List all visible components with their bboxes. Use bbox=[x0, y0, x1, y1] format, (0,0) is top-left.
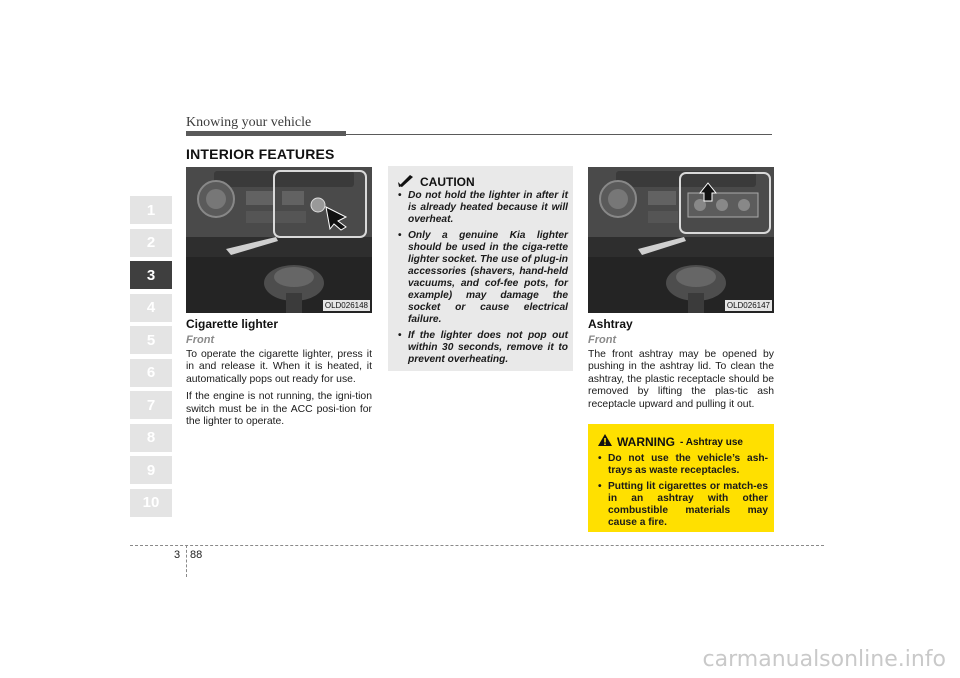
chapter-tab-4[interactable]: 4 bbox=[130, 294, 172, 322]
caution-list bbox=[398, 190, 568, 370]
chapter-tab-6[interactable]: 6 bbox=[130, 359, 172, 387]
watermark: carmanualsonline.info bbox=[702, 647, 946, 672]
caution-title: CAUTION bbox=[420, 175, 475, 189]
photo-code: OLD026147 bbox=[726, 301, 770, 310]
footer-rule bbox=[130, 545, 824, 546]
warning-list bbox=[598, 453, 768, 533]
footer-page-number: 88 bbox=[190, 549, 203, 561]
caution-item: • Do not hold the lighter in after it is already heated because it will overheat. bbox=[398, 190, 568, 226]
paragraph: To operate the cigarette lighter, press it in and release it. When it is heated, it automatically pops out ready for use. bbox=[186, 349, 372, 385]
chapter-tab-1[interactable]: 1 bbox=[130, 196, 172, 224]
warning-topic: - Ashtray use bbox=[680, 436, 743, 448]
footer-chapter-number: 3 bbox=[174, 549, 181, 561]
running-header: Knowing your vehicle bbox=[186, 115, 312, 130]
section-title: INTERIOR FEATURES bbox=[186, 146, 335, 162]
warning-item: • Do not use the vehicle’s ash-trays as waste receptacles. bbox=[598, 453, 768, 477]
chapter-tab-9[interactable]: 9 bbox=[130, 456, 172, 484]
header-rule-thin bbox=[346, 134, 772, 135]
ashtray-photo bbox=[588, 167, 774, 313]
photo-code: OLD026148 bbox=[324, 301, 368, 310]
cigarette-lighter-subheading: Front bbox=[186, 334, 215, 346]
ashtray-body: The front ashtray may be opened by pushing in the ashtray lid. To clean the ashtray, the plastic receptacle should be removed by lifting the plas-tic ash receptacle upward and pulling it out. bbox=[588, 349, 774, 410]
cigarette-lighter-photo bbox=[186, 167, 372, 313]
chapter-tabs bbox=[130, 196, 172, 521]
warning-item: • Putting lit cigarettes or match-es in an ashtray with other combustible materials may cause a fire. bbox=[598, 481, 768, 529]
chapter-tab-5[interactable]: 5 bbox=[130, 326, 172, 354]
warning-header bbox=[598, 433, 743, 451]
cigarette-lighter-body bbox=[186, 349, 372, 433]
caution-item: • Only a genuine Kia lighter should be used in the ciga-rette lighter socket. The use of plug-in accessories (shavers, hand-held vacuums, and cof-fee pots, for example) may damage the socket or cause electrical failure. bbox=[398, 230, 568, 326]
warning-triangle-icon bbox=[598, 433, 612, 451]
caution-header bbox=[398, 174, 475, 190]
footer-divider bbox=[186, 545, 187, 577]
caution-box bbox=[388, 166, 573, 371]
chapter-tab-3[interactable]: 3 bbox=[130, 261, 172, 289]
chapter-tab-8[interactable]: 8 bbox=[130, 424, 172, 452]
chapter-tab-2[interactable]: 2 bbox=[130, 229, 172, 257]
paragraph: If the engine is not running, the igni-tion switch must be in the ACC posi-tion for the lighter to operate. bbox=[186, 391, 372, 428]
wrench-icon bbox=[398, 174, 414, 190]
warning-box bbox=[588, 424, 774, 532]
caution-item: • If the lighter does not pop out within 30 seconds, remove it to prevent overheating. bbox=[398, 330, 568, 366]
chapter-tab-7[interactable]: 7 bbox=[130, 391, 172, 419]
ashtray-heading: Ashtray bbox=[588, 317, 633, 331]
header-rule-thick bbox=[186, 131, 346, 136]
chapter-tab-10[interactable]: 10 bbox=[130, 489, 172, 517]
ashtray-subheading: Front bbox=[588, 334, 617, 346]
cigarette-lighter-heading: Cigarette lighter bbox=[186, 317, 279, 331]
warning-title: WARNING bbox=[617, 435, 675, 449]
